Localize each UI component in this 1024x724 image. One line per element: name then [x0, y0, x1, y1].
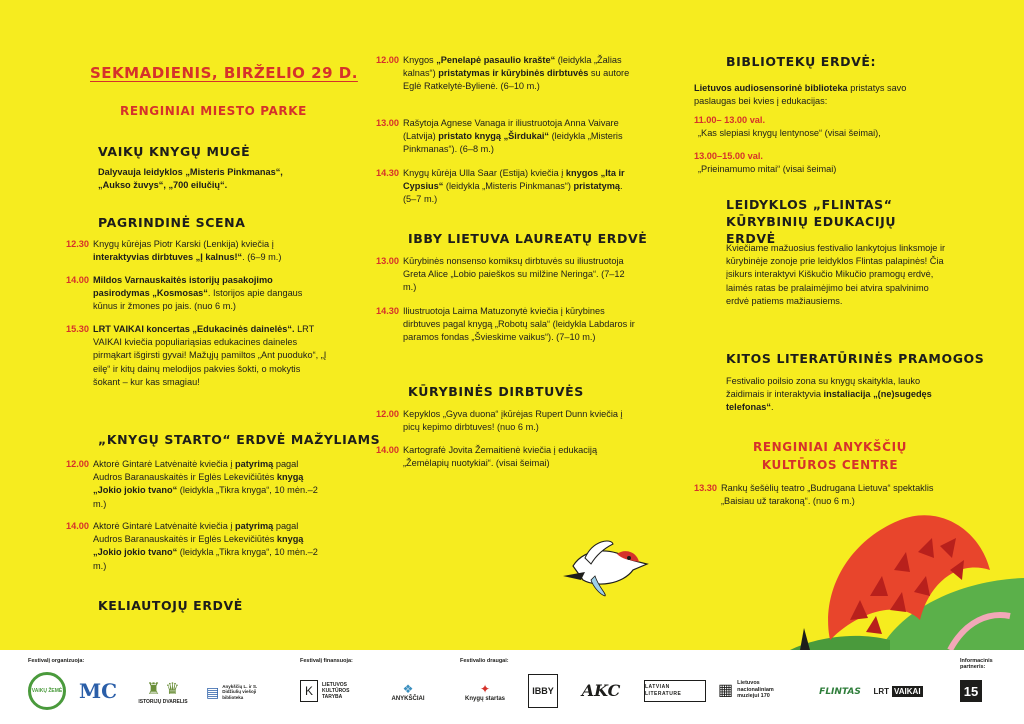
friends-label: Festivalio draugai: — [460, 658, 509, 664]
info-partner-label: Informacinis partneris: — [960, 658, 993, 670]
centre-heading: RENGINIAI ANYKŠČIŲ KULTŪROS CENTRE — [752, 440, 907, 472]
akc-logo: AKC — [581, 680, 621, 700]
library-intro: Lietuvos audiosensorinė biblioteka pristatys savo paslaugas bei kvies į edukacijas: — [694, 83, 907, 107]
starto-event: 14.00 Aktorė Gintarė Latvėnaitė kviečia į patyrimą pagal Audros Baranauskaitės ir Eglės Lekevičiūtės knygą „Jokio jokio tvano“ (leidykla „Tikra knyga“, 10 mėn.–2 m.) — [66, 521, 318, 571]
main-stage-event: 15.30 LRT VAIKAI koncertas „Edukacinės dainelės“. LRT VAIKAI kviečia populiariąsias edukacines daineles pirmąkart išgirsti gyvai! Mažųjų pamiltos „Ant puoduko“, „Į eilę“ ir kitų dainų melodijos pakvies šokti, o mokytis šokant – kur kas smagiau! — [66, 324, 327, 387]
day-heading: SEKMADIENIS, BIRŽELIO 29 D. — [90, 64, 358, 82]
starto-title: „KNYGŲ STARTO“ ERDVĖ MAŽYLIAMS — [98, 432, 381, 447]
library-title: BIBLIOTEKŲ ERDVĖ: — [726, 54, 877, 69]
col2-event: 13.00 Rašytoja Agnese Vanaga ir iliustruotoja Anna Vaivare (Latvija) pristato knygą „Širdukai“ (leidykla „Misteris Pinkmanas“). (6–8 m.) — [376, 118, 623, 155]
workshop-event: 14.00 Kartografė Jovita Žemaitienė kviečia į edukaciją „Žemėlapių nuotykiai“. (visai šeimai) — [376, 445, 598, 469]
organizers-label: Festivalį organizuoja: — [28, 658, 85, 664]
flower-illustration — [790, 500, 1024, 650]
library-event: 13.00–15.00 val. „Prieinamumo mitai“ (visai šeimai) — [694, 151, 837, 175]
museum-logo: ▦ Lietuvos nacionaliniam muziejui 170 — [718, 680, 774, 700]
other-title: KITOS LITERATŪRINĖS PRAMOGOS — [726, 351, 985, 366]
footer — [0, 650, 1024, 724]
workshop-event: 12.00 Kepyklos „Gyva duona“ įkūrėjas Rupert Dunn kviečia į picų kepimo dirbtuves! (nuo 6 m.) — [376, 409, 623, 433]
workshops-title: KŪRYBINĖS DIRBTUVĖS — [408, 384, 584, 399]
lrt-vaikai-logo: LRT VAIKAI — [873, 686, 921, 696]
main-stage-title: PAGRINDINĖ SCENA — [98, 215, 246, 230]
knygu-startas-logo: ✦ Knygų startas — [464, 681, 505, 702]
starto-event: 12.00 Aktorė Gintarė Latvėnaitė kviečia į patyrimą pagal Audros Baranauskaitės ir Eglės Lekevičiūtės knygą „Jokio jokio tvano“ (leidykla „Tikra knyga“, 10 mėn.–2 m.) — [66, 459, 318, 509]
other-text: Festivalio poilsio zona su knygų skaitykla, lauko žaidimais ir interaktyvia instaliacija „(ne)sugedęs telefonas“. — [726, 376, 932, 413]
ltkt-logo: K LIETUVOS KULTŪROS TARYBA — [300, 676, 372, 706]
vaiku-zeme-logo: VAIKŲ ŽEMĖ — [28, 672, 66, 710]
library-logo: ▤ Anykščių L. ir S. Didžiulių viešoji biblioteka — [206, 683, 258, 700]
financer-label: Festivalį finansuoja: — [300, 658, 353, 664]
col2-event: 14.30 Knygų kūrėja Ulla Saar (Estija) kviečia į knygos „Ita ir Cypsius“ (leidykla „Misteris Pinkmanas“) pristatymą. (5–7 m.) — [376, 168, 625, 205]
travelers-title: KELIAUTOJŲ ERDVĖ — [98, 598, 243, 613]
fair-title: VAIKŲ KNYGŲ MUGĖ — [98, 144, 251, 159]
ibby-event: 14.30 Iliustruotoja Laima Matuzonytė kviečia į kūrybines dirbtuves pagal knygą „Robotų sala“ (leidykla Labdaros ir paramos fondas „Švieskime vaikus“). (7–10 m.) — [376, 306, 635, 343]
page-number: 15 — [960, 680, 982, 702]
park-heading: RENGINIAI MIESTO PARKE — [120, 104, 307, 118]
col2-event: 12.00 Knygos „Penelapė pasaulio krašte“ (leidykla „Žalias kalnas“) pristatymas ir kūrybinės dirbtuvės su autore Eglė Ratkelytė-Bylienė. (6–10 m.) — [376, 55, 630, 92]
fair-text: Dalyvauja leidyklos „Misteris Pinkmanas“, „Aukso žuvys“, „700 eilučių“. — [98, 167, 283, 191]
istoriju-dvarelis-logo: ♜ ♛ ISTORIJŲ DVARELIS — [138, 680, 188, 705]
ibby-event: 13.00 Kūrybinės nonsenso komiksų dirbtuvės su iliustruotoja Greta Alice „Lobio paieškos su milžine Neringa“. (7–12 m.) — [376, 256, 625, 293]
anyksciai-logo: ❖ ANYKŠČIAI — [391, 681, 425, 702]
library-event: 11.00– 13.00 val. „Kas slepiasi knygų lentynose“ (visai šeimai), — [694, 115, 881, 139]
ibby-title: IBBY LIETUVA LAUREATŲ ERDVĖ — [408, 231, 648, 246]
bird-illustration — [555, 536, 655, 598]
centre-event: 13.30 Rankų šešėlių teatro „Budrugana Lietuva“ spektaklis „Baisiau už tarakoną“. (nuo 6 m.) — [694, 483, 934, 507]
main-stage-event: 12.30 Knygų kūrėjas Piotr Karski (Lenkija) kviečia į interaktyvias dirbtuves „Į kalnus!“. (6–9 m.) — [66, 239, 282, 263]
ibby-logo: IBBY — [528, 674, 558, 708]
flintas-title: LEIDYKLOS „FLINTAS“ KŪRYBINIŲ EDUKACIJŲ ERDVĖ — [726, 197, 897, 246]
flintas-text: Kviečiame mažuosius festivalio lankytojus linksmoje ir kūrybinėje zonoje prie leidyklos Flintas palapinės! Čia įsikurs interaktyvi Kiškučio Mikučio pramogų erdvė, laimės ratas be pralaimėjimo bei atvira spalvinimo erdvė patiems mažiausiems. — [726, 243, 946, 306]
flintas-logo: FLINTAS — [819, 687, 861, 697]
main-stage-event: 14.00 Mildos Varnauskaitės istorijų pasakojimo pasirodymas „Kosmosas“. Istorijos apie dangaus kūnus ir žmones po jais. (nuo 6 m.) — [66, 275, 303, 312]
mc-logo: MC — [78, 679, 118, 703]
latvian-literature-logo: LATVIAN LITERATURE — [644, 680, 706, 702]
